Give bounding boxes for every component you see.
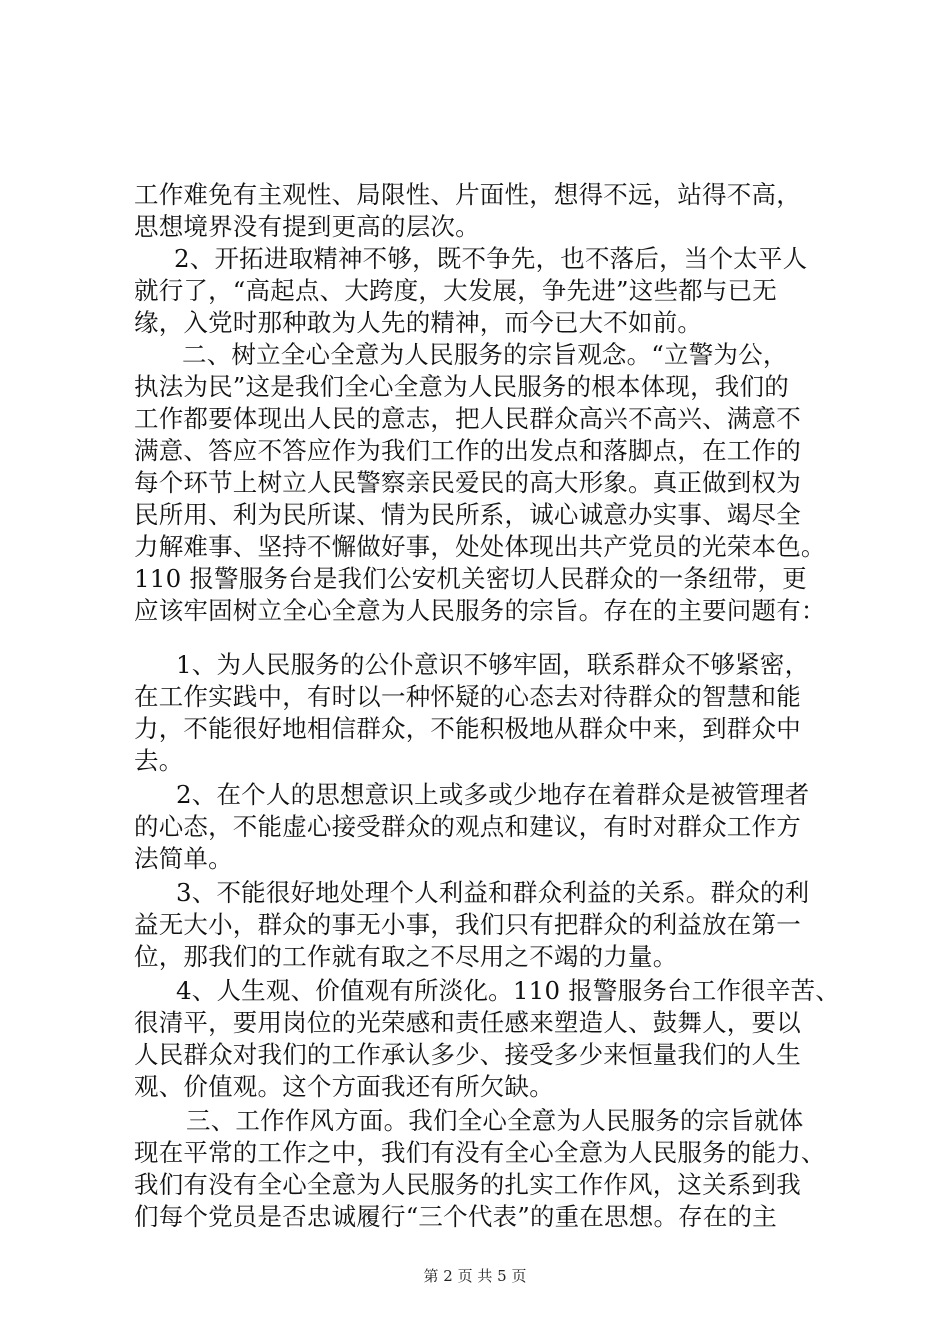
text-line: 2、在个人的思想意识上或多或少地存在着群众是被管理者	[176, 780, 810, 809]
text-line: 就行了，“高起点、大跨度，大发展，争先进”这些都与已无	[134, 276, 777, 305]
text-line: 工作难免有主观性、局限性、片面性，想得不远，站得不高，	[134, 180, 801, 209]
text-line: 的心态，不能虚心接受群众的观点和建议，有时对群众工作方	[134, 812, 801, 841]
text-line: 们每个党员是否忠诚履行“三个代表”的重在思想。存在的主	[134, 1202, 777, 1231]
text-line: 位，那我们的工作就有取之不尽用之不竭的力量。	[134, 942, 678, 971]
page-footer: 第 2 页 共 5 页	[423, 1267, 527, 1285]
text-line: 应该牢固树立全心全意为人民服务的宗旨。存在的主要问题有：	[134, 596, 826, 625]
text-line: 2、开拓进取精神不够，既不争先，也不落后，当个太平人	[174, 244, 808, 273]
text-line: 工作都要体现出人民的意志，把人民群众高兴不高兴、满意不	[134, 404, 801, 433]
text-line: 二、树立全心全意为人民服务的宗旨观念。“立警为公，	[182, 340, 788, 369]
text-line: 现在平常的工作之中，我们有没有全心全意为人民服务的能力、	[134, 1138, 826, 1167]
text-line: 3、不能很好地处理个人利益和群众利益的关系。群众的利	[176, 878, 810, 907]
text-line: 我们有没有全心全意为人民服务的扎实工作作风，这关系到我	[134, 1170, 801, 1199]
text-line: 110 报警服务台是我们公安机关密切人民群众的一条纽带，更	[134, 564, 807, 593]
text-line: 法简单。	[134, 844, 233, 873]
text-line: 力解难事、坚持不懈做好事，处处体现出共产党员的光荣本色。	[134, 532, 826, 561]
text-line: 民所用、利为民所谋、情为民所系，诚心诚意办实事、竭尽全	[134, 500, 801, 529]
text-line: 4、人生观、价值观有所淡化。110 报警服务台工作很辛苦、	[176, 976, 840, 1005]
text-line: 1、为人民服务的公仆意识不够牢固，联系群众不够紧密，	[176, 650, 810, 679]
text-line: 思想境界没有提到更高的层次。	[134, 212, 480, 241]
text-line: 在工作实践中，有时以一种怀疑的心态去对待群众的智慧和能	[134, 682, 801, 711]
text-line: 去。	[134, 746, 184, 775]
text-line: 每个环节上树立人民警察亲民爱民的高大形象。真正做到权为	[134, 468, 801, 497]
text-line: 很清平，要用岗位的光荣感和责任感来塑造人、鼓舞人，要以	[134, 1008, 801, 1037]
text-line: 满意、答应不答应作为我们工作的出发点和落脚点，在工作的	[134, 436, 801, 465]
text-line: 观、价值观。这个方面我还有所欠缺。	[134, 1072, 554, 1101]
text-line: 力，不能很好地相信群众，不能积极地从群众中来，到群众中	[134, 714, 801, 743]
text-line: 执法为民”这是我们全心全意为人民服务的根本体现，我们的	[134, 372, 789, 401]
text-line: 缘，入党时那种敢为人先的精神，而今已大不如前。	[134, 308, 703, 337]
text-line: 人民群众对我们的工作承认多少、接受多少来恒量我们的人生	[134, 1040, 801, 1069]
text-line: 三、工作作风方面。我们全心全意为人民服务的宗旨就体	[186, 1106, 804, 1135]
text-line: 益无大小，群众的事无小事，我们只有把群众的利益放在第一	[134, 910, 801, 939]
